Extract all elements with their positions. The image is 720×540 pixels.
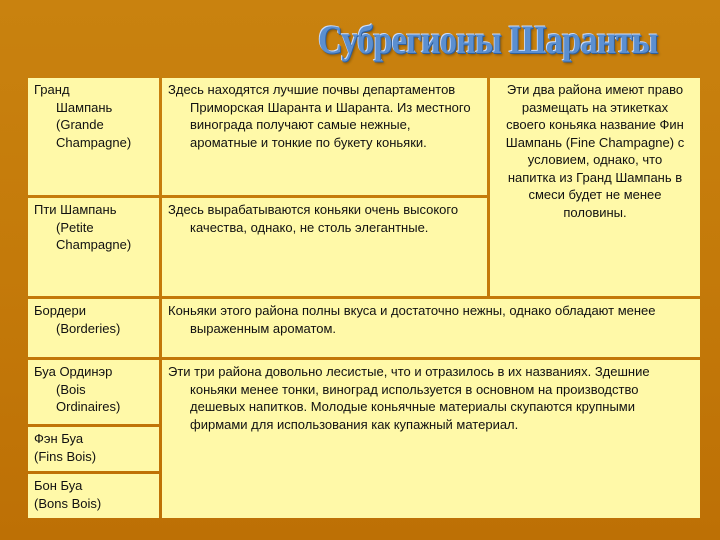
cell-grande-champagne-desc: [162, 78, 487, 195]
grande-description: Здесь находятся лучшие почвы департаментов Приморская Шаранта и Шаранта. Из местного винограда получают самые нежные, ароматные и тонкие по букету коньяки.: [168, 82, 471, 150]
cell-bois-description: [162, 360, 700, 518]
grande-name-line2: Шампань: [56, 99, 113, 115]
borderies-latin: (Borderies): [56, 320, 121, 336]
bons-bois-latin: (Bons Bois): [34, 495, 102, 511]
cell-petite-champagne-name: [28, 198, 159, 296]
slide-title: Субрегионы Шаранты: [318, 17, 658, 62]
fine-champagne-note: Эти два района имеют право размещать на этикетках своего коньяка название Фин Шампань (Fine Champagne) с условием, однако, что напитка из Гранд Шампань в смеси будет не менее половины.: [505, 82, 685, 220]
bois-ordinaires-name: Буа Ординэр: [34, 364, 113, 379]
bois-ordinaires-latin-line1: (Bois: [56, 381, 86, 397]
grande-latin-line1: (Grande: [56, 117, 104, 132]
borderies-name: Бордери: [34, 303, 86, 318]
cell-grande-champagne-name: [28, 78, 159, 195]
cell-bons-bois-name: [28, 474, 159, 518]
cell-fins-bois-name: [28, 427, 159, 471]
cell-fine-champagne-note: [490, 78, 700, 296]
petite-latin-line2: Champagne): [56, 237, 132, 252]
bois-description: Эти три района довольно лесистые, что и отразилось в их названиях. Здешние коньяки менее тонки, виноград используется в основном на производство дешевых напитков. Молодые коньячные материалы скупаются крупными фирмами для использования как купажный материал.: [168, 364, 650, 432]
petite-name: Пти Шампань: [34, 202, 117, 217]
bois-ordinaires-latin-line2: Ordinaires): [56, 399, 121, 414]
cell-bois-ordinaires-name: [28, 360, 159, 424]
grande-latin-line2: Champagne): [56, 134, 132, 150]
cell-petite-champagne-desc: [162, 198, 487, 296]
grande-name-line1: Гранд: [34, 82, 70, 97]
bons-bois-name: Бон Буа: [34, 478, 83, 493]
cell-borderies-desc: [162, 299, 700, 357]
petite-description: Здесь вырабатываются коньяки очень высокого качества, однако, не столь элегантные.: [168, 202, 459, 235]
fins-bois-name: Фэн Буа: [34, 431, 84, 446]
fins-bois-latin: (Fins Bois): [34, 448, 97, 464]
petite-latin-line1: (Petite: [56, 219, 94, 235]
cell-borderies-name: [28, 299, 159, 357]
borderies-description: Коньяки этого района полны вкуса и достаточно нежны, однако обладают менее выраженным ароматом.: [168, 303, 656, 336]
